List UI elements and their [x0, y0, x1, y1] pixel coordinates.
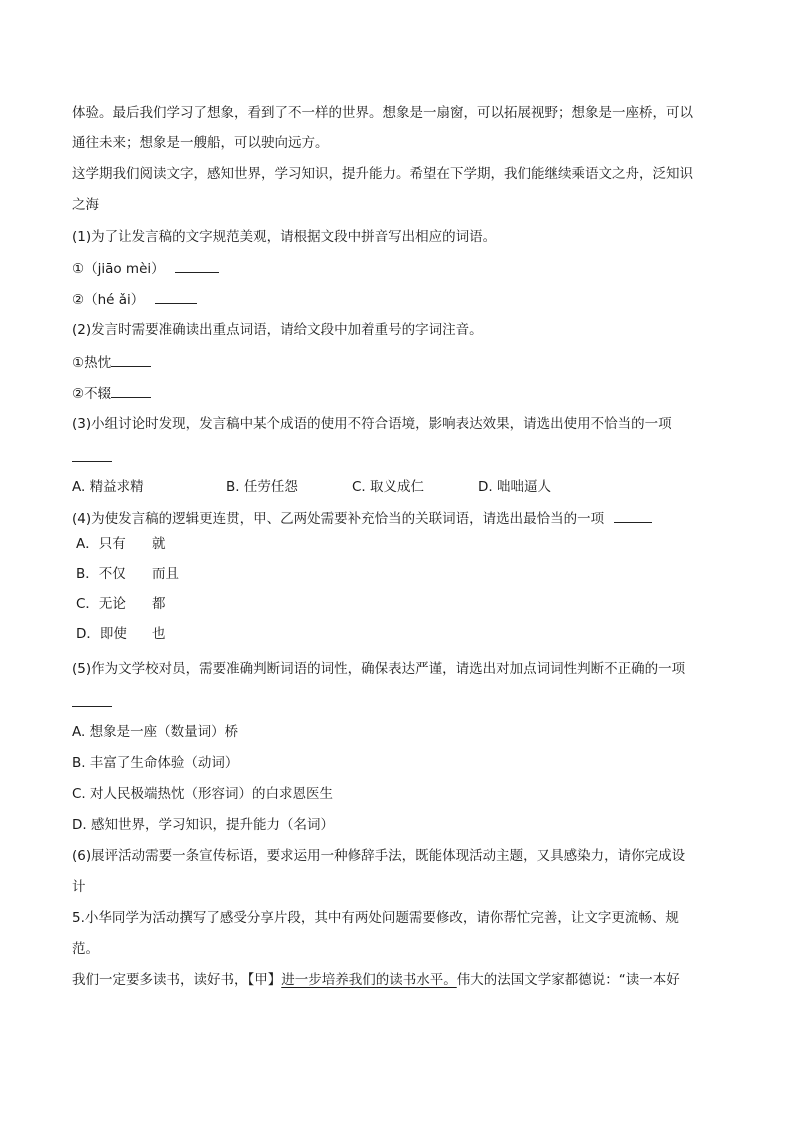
question-5-stem: (5)作为文学校对员，需要准确判断词语的词性，确保表达严谨，请选出对加点词词性判断不正确的一项 — [72, 661, 686, 677]
answer-blank[interactable] — [175, 258, 219, 273]
question-2-item-2-label: ②不辍 — [72, 386, 112, 402]
question-3-option-b: B. 任劳任怨 — [226, 479, 298, 495]
question-3-option-a: A. 精益求精 — [72, 479, 144, 495]
question-5-main-line-3 — [72, 970, 680, 990]
question-2-item-1 — [72, 352, 151, 373]
passage-text-post: 伟大的法国文学家都德说：“读一本好 — [456, 972, 680, 988]
question-4-option-b-second: 而且 — [152, 566, 179, 582]
question-1-item-2 — [72, 289, 197, 310]
question-4-stem — [72, 508, 652, 529]
question-4-option-a: A．只有 — [76, 536, 126, 552]
answer-blank[interactable] — [614, 508, 652, 523]
answer-blank[interactable] — [111, 352, 151, 367]
intro-line-2: 通往未来；想象是一艘船，可以驶向远方。 — [72, 135, 329, 151]
question-4-option-d: D．即使 — [76, 626, 127, 642]
question-6-stem-line-1: (6)展评活动需要一条宣传标语，要求运用一种修辞手法，既能体现活动主题，又具感染力，请你完成设 — [72, 848, 686, 864]
question-2-stem: (2)发言时需要准确读出重点词语，请给文段中加着重号的字词注音。 — [72, 322, 483, 338]
question-5-option-d: D. 感知世界，学习知识，提升能力（名词） — [72, 817, 334, 833]
question-1-item-1 — [72, 258, 219, 279]
answer-blank[interactable] — [111, 383, 151, 398]
question-5-option-a: A. 想象是一座（数量词）桥 — [72, 724, 239, 740]
answer-blank[interactable] — [72, 447, 112, 462]
question-4-option-a-second: 就 — [152, 536, 166, 552]
answer-blank[interactable] — [72, 692, 112, 707]
intro-line-3: 这学期我们阅读文字，感知世界，学习知识，提升能力。希望在下学期，我们能继续乘语文之舟，泛知识 — [72, 166, 693, 182]
question-4-option-c-second: 都 — [152, 596, 166, 612]
question-4-stem-text: (4)为使发言稿的逻辑更连贯，甲、乙两处需要补充恰当的关联词语，请选出最恰当的一项 — [72, 511, 605, 527]
question-4-option-c: C．无论 — [76, 596, 126, 612]
question-4-option-d-second: 也 — [152, 626, 166, 642]
question-1-stem: (1)为了让发言稿的文字规范美观，请根据文段中拼音写出相应的词语。 — [72, 229, 497, 245]
intro-line-4: 之海 — [72, 197, 99, 213]
underlined-sentence: 进一步培养我们的读书水平。 — [281, 972, 457, 988]
question-5-option-b: B. 丰富了生命体验（动词） — [72, 755, 239, 771]
passage-text-pre: 我们一定要多读书，读好书，【甲】 — [72, 972, 282, 988]
question-3-option-c: C. 取义成仁 — [352, 479, 425, 495]
question-6-stem-line-2: 计 — [72, 879, 86, 895]
question-5-option-c: C. 对人民极端热忱（形容词）的白求恩医生 — [72, 786, 334, 802]
question-3-option-d: D. 咄咄逼人 — [478, 479, 551, 495]
answer-blank[interactable] — [155, 289, 197, 304]
question-3-stem: (3)小组讨论时发现，发言稿中某个成语的使用不符合语境，影响表达效果，请选出使用不恰当的一项 — [72, 416, 672, 432]
question-5-main-line-2: 范。 — [72, 941, 99, 957]
question-5-answer-line — [72, 692, 112, 713]
question-2-item-2 — [72, 383, 151, 404]
question-4-option-b: B．不仅 — [76, 566, 126, 582]
question-2-item-1-label: ①热忱 — [72, 355, 112, 371]
question-1-item-2-label: ②（hé ǎi） — [72, 292, 145, 308]
question-3-answer-line — [72, 447, 112, 468]
question-5-main-line-1: 5.小华同学为活动撰写了感受分享片段，其中有两处问题需要修改，请你帮忙完善，让文字更流畅、规 — [72, 910, 679, 926]
intro-line-1: 体验。最后我们学习了想象，看到了不一样的世界。想象是一扇窗，可以拓展视野；想象是一座桥，可以 — [72, 105, 693, 121]
question-1-item-1-label: ①（jiāo mèi） — [72, 261, 165, 277]
